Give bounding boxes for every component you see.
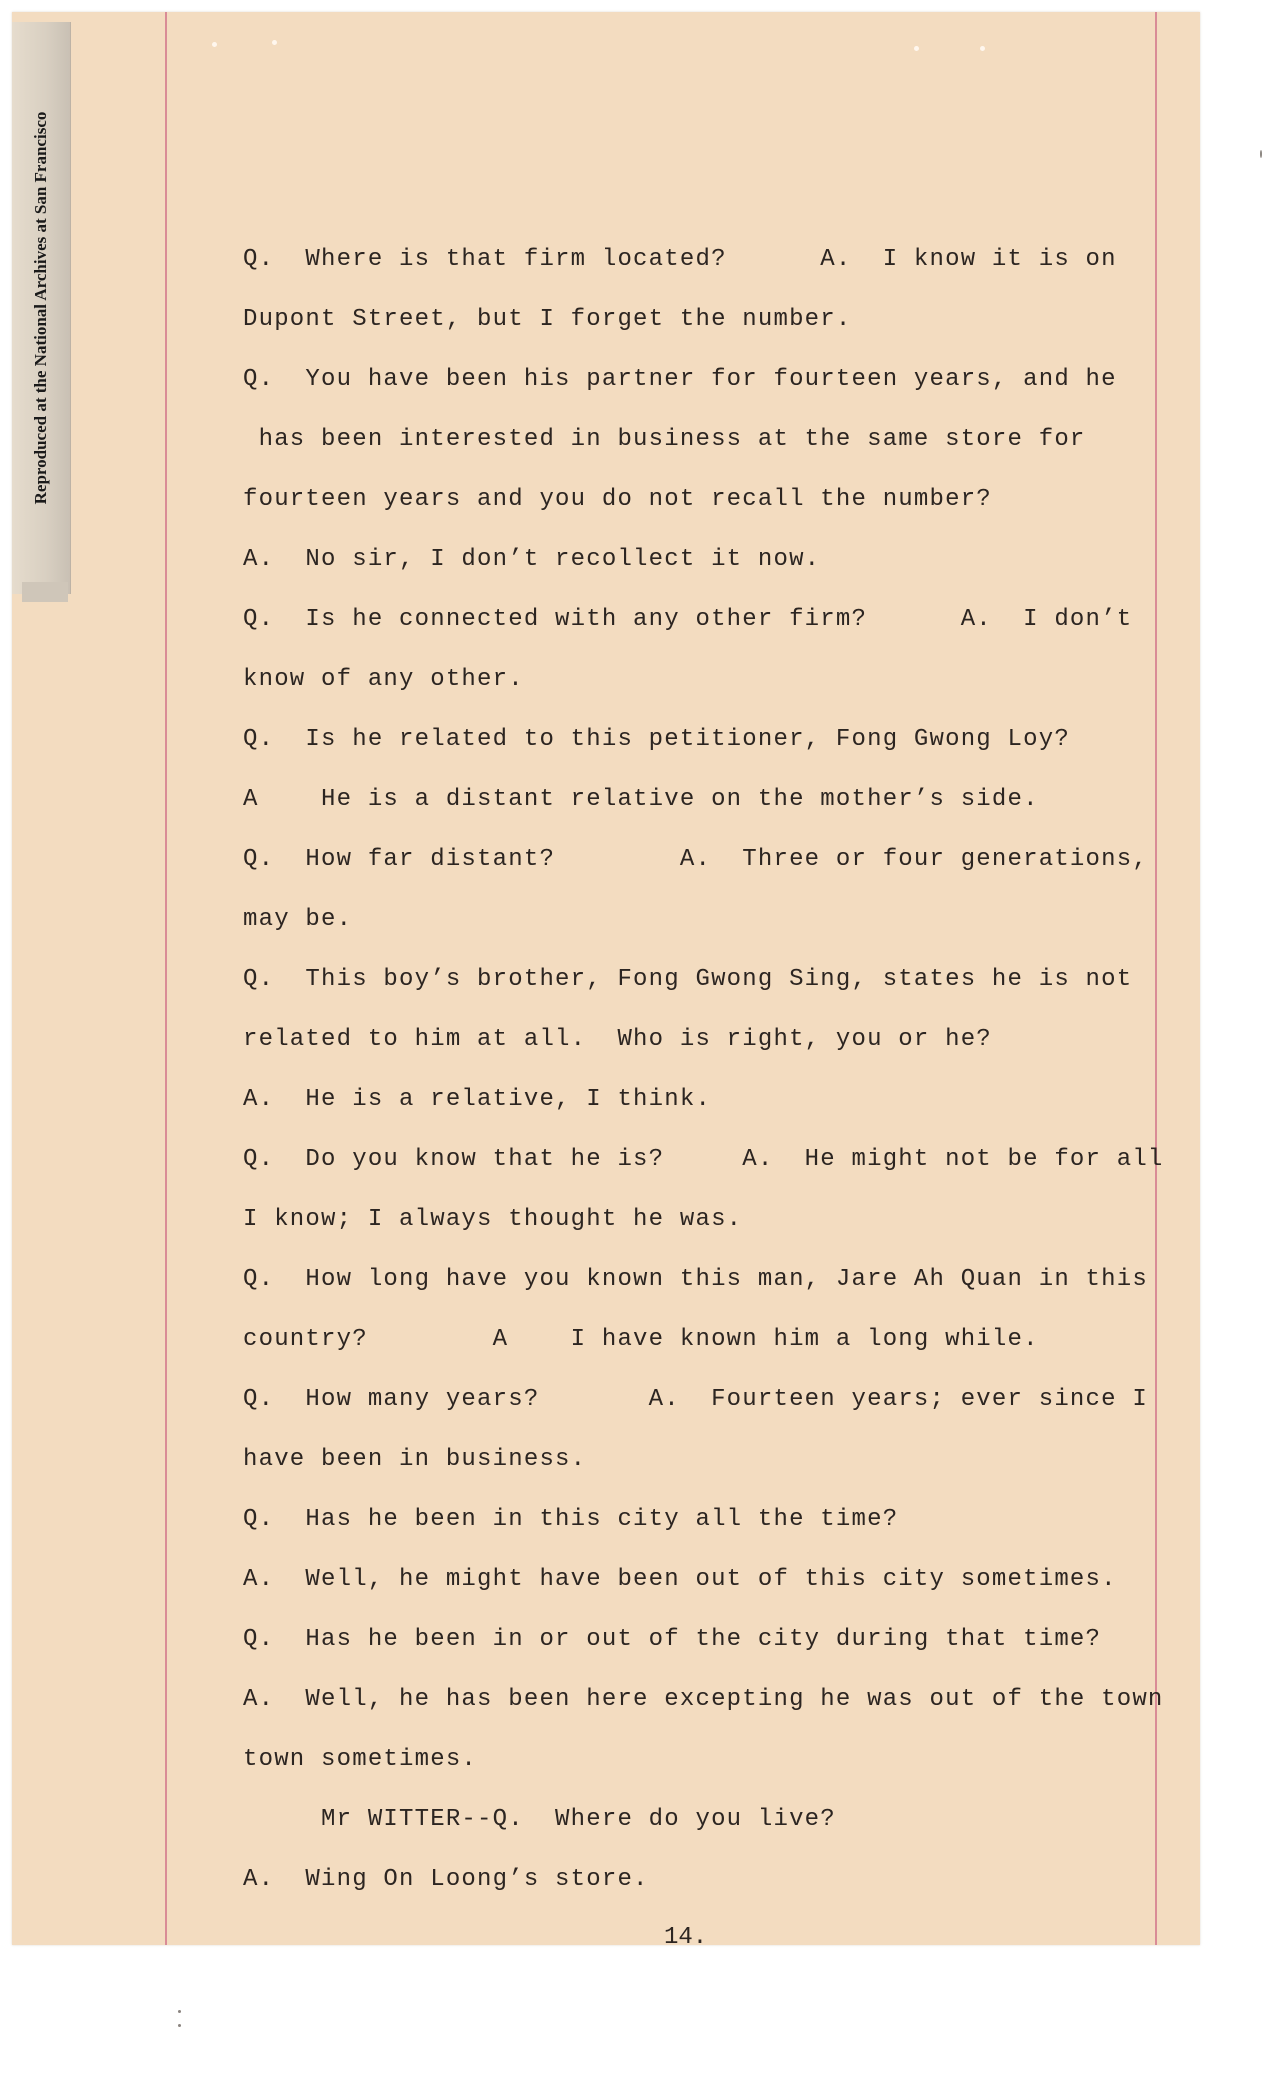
transcript-line: Mr WITTER--Q. Where do you live?	[243, 1806, 836, 1833]
transcript-line: Q. Has he been in or out of the city during that time?	[243, 1626, 1102, 1653]
transcript-line: Dupont Street, but I forget the number.	[243, 306, 852, 333]
transcript-line: may be.	[243, 906, 353, 933]
paper-speck	[178, 2024, 181, 2027]
transcript-line: Q. You have been his partner for fourteen years, and he	[243, 366, 1117, 393]
transcript-line: Q. Is he connected with any other firm? A. I don’t	[243, 606, 1133, 633]
transcript-line: A. Well, he might have been out of this city sometimes.	[243, 1566, 1117, 1593]
transcript-line: I know; I always thought he was.	[243, 1206, 743, 1233]
transcript-line: know of any other.	[243, 666, 524, 693]
transcript-line: A. He is a relative, I think.	[243, 1086, 712, 1113]
paper-speck	[1260, 150, 1262, 158]
transcript-line: Q. This boy’s brother, Fong Gwong Sing, states he is not	[243, 966, 1133, 993]
transcript-line: A He is a distant relative on the mother’s side.	[243, 786, 1039, 813]
transcript-line: Q. How long have you known this man, Jare Ah Quan in this	[243, 1266, 1148, 1293]
transcript-line: Q. Has he been in this city all the time?	[243, 1506, 899, 1533]
page-number: 14.	[664, 1924, 708, 1951]
transcript-line: A. Well, he has been here excepting he was out of the town	[243, 1686, 1164, 1713]
transcript-line: country? A I have known him a long while.	[243, 1326, 1039, 1353]
transcript-line: Q. How far distant? A. Three or four generations,	[243, 846, 1148, 873]
transcript-line: Q. How many years? A. Fourteen years; ever since I	[243, 1386, 1148, 1413]
transcript-line: fourteen years and you do not recall the number?	[243, 486, 992, 513]
transcript-line: Q. Where is that firm located? A. I know it is on	[243, 246, 1117, 273]
transcript-line: have been in business.	[243, 1446, 587, 1473]
transcript-line: Q. Do you know that he is? A. He might not be for all	[243, 1146, 1164, 1173]
transcript-line: A. Wing On Loong’s store.	[243, 1866, 649, 1893]
transcript-line: has been interested in business at the same store for	[243, 426, 1086, 453]
transcript-line: Q. Is he related to this petitioner, Fong Gwong Loy?	[243, 726, 1070, 753]
paper-speck	[178, 2010, 181, 2013]
transcript-line: related to him at all. Who is right, you or he?	[243, 1026, 992, 1053]
archive-stamp-text: Reproduced at the National Archives at San Francisco	[31, 111, 50, 505]
transcript-line: town sometimes.	[243, 1746, 478, 1773]
transcript-line: A. No sir, I don’t recollect it now.	[243, 546, 821, 573]
document-page	[12, 12, 1200, 1951]
transcript-body	[12, 12, 1200, 1945]
